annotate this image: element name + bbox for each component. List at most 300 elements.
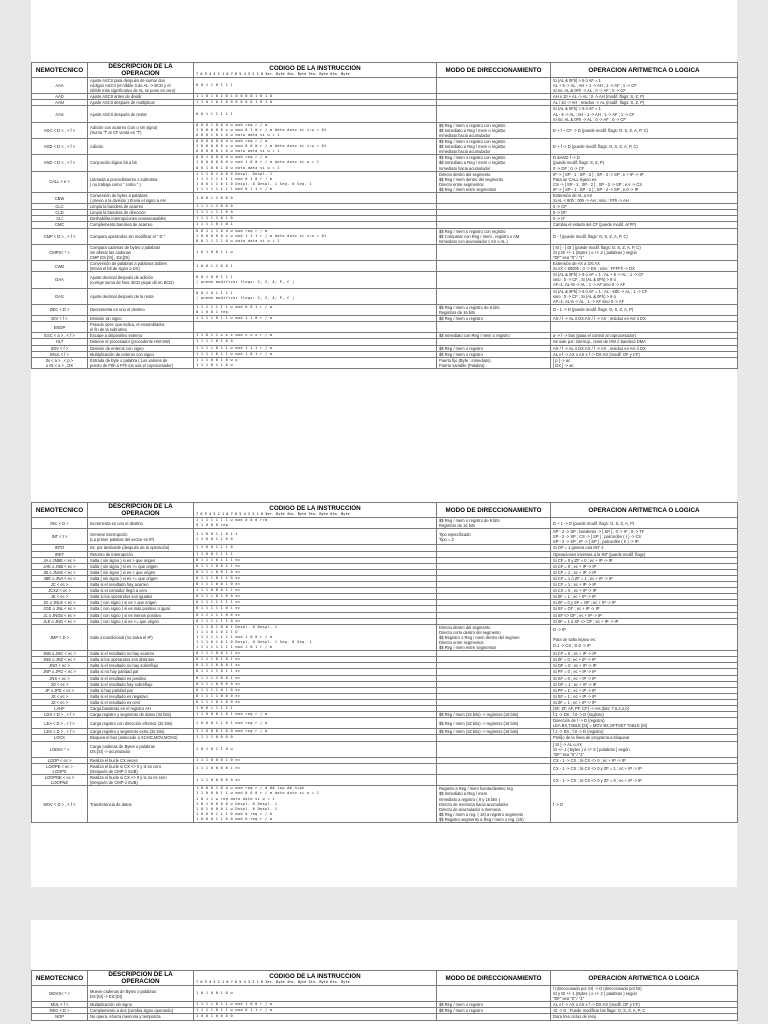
table-row: [32, 272, 738, 288]
description-cell: Multiplicación de enteros con signo: [88, 351, 194, 357]
code-cell: 0 1 1 1 1 1 0 0 ec: [194, 612, 437, 618]
mode-cell: $$ Reg / mem (32 bits) -> registros (16 bits): [437, 712, 551, 718]
mnemonic-cell: JGE o JNL < ec >: [32, 606, 88, 612]
operation-cell: D - f (puede modif. flags: O, S, Z, A, P, C): [551, 228, 738, 244]
description-cell: Limpia la bandera de dirección: [88, 210, 194, 216]
mode-cell: $$ Reg / mem o registro de 8 bits Registros de 16 bits: [437, 518, 551, 529]
mnemonic-cell: AAM: [32, 100, 88, 106]
description-cell: Ajuste ASCII antes de dividir: [88, 94, 194, 100]
operation-cell: f.1 -> DS ; f.0 -> D (registro): [551, 712, 738, 718]
mnemonic-cell: LOCK: [32, 735, 88, 741]
table-header: [32, 503, 738, 518]
operation-cell: Si SF = OF ; ec + IP -> IP: [551, 606, 738, 612]
operation-cell: Extensión de AX a DX:AX Si AX < 8000h : 0 -> DX ; sino : FFFFh -> DX: [551, 261, 738, 272]
description-cell: Salta si el resultado no hay acarreo: [88, 651, 194, 657]
table-row: [32, 775, 738, 786]
code-cell: 1 0 0 0 1 1 0 1 mod reg r / m: [194, 718, 437, 729]
operation-cell: Si OF = 1 genera una INT 4: [551, 545, 738, 551]
operation-cell: Dura tres ciclos de reloj: [551, 1014, 738, 1020]
mnemonic-cell: LEA < D > , < f >: [32, 718, 88, 729]
mode-cell: $$ Reg / mem (32 bits) -> registros (16 bits): [437, 718, 551, 729]
document-page-1: [31, 0, 737, 495]
mnemonic-cell: JNP o JPO < ec >: [32, 669, 88, 675]
description-cell: Carga cadenas de Bytes o palabras DS:[SI] -> acumulador: [88, 741, 194, 757]
mnemonic-cell: LES < D > , < f >: [32, 729, 88, 735]
table-row: [32, 171, 738, 192]
operation-cell: D + 1 -> D (puede modif. flags: O, S, Z, A, P): [551, 518, 738, 529]
mnemonic-cell: LOOPNE < ec > LOOPNZ: [32, 775, 88, 786]
description-cell: Salta si el resultado hay acarreo: [88, 582, 194, 588]
code-cell: 0 1 1 1 0 1 1 0 ec: [194, 575, 437, 581]
mnemonic-cell: JA o JNBE < ec >: [32, 557, 88, 563]
mode-cell: Directo dentro del segmento $$ Reg / mem dentro del segmento Directo entre segmentos $$ Reg / mem entre segmentos: [437, 171, 551, 192]
operation-cell: Operaciones inversas a la INT (puede modif. flags): [551, 551, 738, 557]
description-cell: Salta si los operandos son iguales: [88, 594, 194, 600]
operation-cell: AL x f -> AX o AX x f -> DX:AX (modif. OF y CF): [551, 1002, 738, 1008]
mnemonic-cell: ADD < D > , < f >: [32, 139, 88, 155]
operation-cell: Si (AL & 0Fh) > 9 ó AF = 1 : AL - 60h -> AL ; 1 -> CF sino : 0 -> CF ; Si (AL & 0Fh) > 9 ó AF=1: AL-6 -> AL ; 1 -> AF sino 0 -> AF: [551, 288, 738, 304]
code-cell: 0 0 1 0 0 0 d w mod reg r / m 1 0 0 0 0 0 0 w mod 1 0 0 r / m dato dato si w = 1 0 0 1 0 0 1 0 w data data si w = 1: [194, 155, 437, 171]
mnemonic-cell: JNE o JNZ < ec >: [32, 657, 88, 663]
code-cell: 1 1 1 0 0 0 0 0 ec: [194, 775, 437, 786]
mode-cell: Puerto fijo (Byte : inmediato) Puerto variable (Palabra): [437, 357, 551, 368]
code-cell: 1 1 1 1 1 0 1 0: [194, 216, 437, 222]
code-cell: 0 1 1 1 0 1 1 1 ec: [194, 557, 437, 563]
operation-cell: Si ZF = 0 ; ec + IP -> IP: [551, 657, 738, 663]
header-mode: MODO DE DIRECCIONAMIENTO: [437, 63, 551, 78]
operation-cell: Si CX = 0 ; ec + IP -> IP: [551, 588, 738, 594]
description-cell: Realiza el bucle si CX <> 0 y si no es cero (Después de CMP ó SUB): [88, 775, 194, 786]
code-cell: 1 1 0 0 1 1 1 1: [194, 551, 437, 557]
operation-cell: Si (AL & 0Fh) > 9 ó AF = 1 AL - 6 -> AL ; AH - 1 -> AH ; 1 -> AF ; 1 -> CF Si no: AL & 0Fh -> AL ; 0 -> AF ; 0 -> CF: [551, 106, 738, 122]
mode-cell: [437, 775, 551, 786]
operation-cell: Si ZF = 1 ; ec + IP -> IP: [551, 594, 738, 600]
operation-cell: Si (AL & 0Fh) > 9 ó AF = 1 : AL + 6 -> AL ; 1 -> CF sino : 0 -> CF ; Si (AL & 0Fh) > 9 ó AF=1: AL+6 -> AL ; 1 -> AF sino 0 -> AF: [551, 272, 738, 288]
operation-cell: [ SI ] -> AL o AX SI +/- 1 ( Bytes ) o +/- 2 ( palabras ) según "DF" sea "0" / "1": [551, 741, 738, 757]
description-cell: Llamada a procedimiento o subrutina ( no trabaja como " cortio " ): [88, 171, 194, 192]
mnemonic-cell: JAE o JNB < ec >: [32, 563, 88, 569]
description-cell: Ajuste decimal después de la resta: [88, 288, 194, 304]
mnemonic-cell: JB o JNAE < ec >: [32, 569, 88, 575]
code-cell: 1 0 0 1 1 1 1 1: [194, 706, 437, 712]
description-cell: Decrementa en uno el destino: [88, 304, 194, 315]
description-cell: Ajuste ASCII para después de sumar dos códigos ASCII (el nibble 0.de AL -> BCD y el nibble más significativo de AL se pone en cero): [88, 78, 194, 94]
operation-cell: 0 -> IF: [551, 216, 738, 222]
mnemonic-cell: JZ < ec >: [32, 699, 88, 705]
description-cell: Salta ( con signo ) si es <= que origen: [88, 618, 194, 624]
code-cell: 0 1 1 1 1 0 0 1 ec: [194, 675, 437, 681]
mnemonic-cell: AAD: [32, 94, 88, 100]
operation-cell: Cambia el estado del CF (puede modif. al PF): [551, 222, 738, 228]
operation-cell: Dirección de f -> D (registro) LEA BX,TABLE [SI] = MOV BX,OFFSET TABLE [SI]: [551, 718, 738, 729]
code-cell: 1 1 1 1 0 1 1 w mod 1 0 1 r / m: [194, 351, 437, 357]
description-cell: División de enteros con signo: [88, 345, 194, 351]
operation-cell: -D -> D ; Puede modificar las flags: O, S, Z, A, P, C: [551, 1008, 738, 1014]
operation-cell: IP -> [ SP - 1 : SP - 2 ] ; SP - 2 -> SP ; e + IP -> IP Para un CALL lejano es: CS -> [ SP - 1 : SP - 2 ] ; SP - 2 -> SP ; e.s -> CS IP -> [ SP - 1 : SP - 2 ] ; SP - 2 -> SP ; e.0 -> IP: [551, 171, 738, 192]
operation-cell: Si CF = 0 y ZF = 0 ; ec + IP -> IP: [551, 557, 738, 563]
mode-cell: [437, 192, 551, 203]
mnemonic-cell: LODS< * >: [32, 741, 88, 757]
code-cell: 0 1 1 1 1 1 0 1 ec: [194, 606, 437, 612]
mode-cell: [437, 741, 551, 757]
table-row: [32, 155, 738, 171]
operation-cell: f -> D: [551, 786, 738, 823]
mnemonic-cell: HLT: [32, 339, 88, 345]
mode-cell: $$ Reg / mem o registro: [437, 351, 551, 357]
description-cell: Compara operandos sin modificar el " D ": [88, 228, 194, 244]
mnemonic-cell: LAHF: [32, 706, 88, 712]
code-cell: 0 0 1 1 1 0 d w mod reg r / m 1 0 0 0 0 0 s w mod 1 1 1 r / m dato dato si s:w = 01 0 0 1 1 1 1 0 w data data si w = 1: [194, 228, 437, 244]
mnemonic-cell: AAA: [32, 78, 88, 94]
operation-cell: Si CF = 1 ; ec + IP -> IP: [551, 582, 738, 588]
mnemonic-cell: CMPS< * >: [32, 244, 88, 260]
table-row: [32, 244, 738, 260]
code-cell: 1 0 0 0 1 0 d w mod reg r / m ## low ## high 1 1 0 0 0 1 1 w mod 0 0 0 r / m dato dato si w = 1 1 0 1 1 w reg data data si w = 1 1 0 1 0 0 0 0 w Despl. 0 Despl. 1 1 0 1 0 0 0 1 w Despl. 0 Despl. 1 1 0 0 0 1 1 1 0 mod 0 reg r / m 1 0 0 0 1 1 0 0 mod 0 reg r / m: [194, 786, 437, 823]
header-code: CODIGO DE LA INSTRUCCION 7 6 5 4 3 2 1 0 7 6 5 4 3 2 1 0 3er. Byte 4to. Byte 5to. Byte 6to. Byte: [194, 503, 437, 518]
description-cell: Multiplicación sin signo: [88, 1002, 194, 1008]
operation-cell: [551, 322, 738, 333]
instruction-table-1: [31, 62, 738, 369]
table-row: [32, 106, 738, 122]
code-cell: 0 0 0 0 0 0 d w mod reg r / m 1 0 0 0 0 0 s w mod 0 0 0 r / m dato dato si s:w = 01 0 0 0 0 0 1 0 w data data si w = 1: [194, 139, 437, 155]
code-cell: 1 1 1 1 1 1 1 w mod 0 0 0 r/m 0 1 0 0 0 reg: [194, 518, 437, 529]
description-cell: Salta si el resultado no hay sobreflujo: [88, 663, 194, 669]
operation-cell: Si OF = 0 ; ec + IP -> IP: [551, 663, 738, 669]
mnemonic-cell: JBE o JNA < ec >: [32, 575, 88, 581]
mode-cell: Registro a Reg / mem fuente/destino reg $$ Inmediato a Reg / mem Inmediato a registro ( 8 y 16 bits ) Directo de memoria hacia acumulador Directo de acumulador a memoria $$ Reg / mem a reg. ( 16) a registro segmento $$ Registro segmento a Reg / mem o reg. (16): [437, 786, 551, 823]
table-row: [32, 192, 738, 203]
description-cell: Carga registro con dirección efectiva (32 bits): [88, 718, 194, 729]
description-cell: Realiza el bucle si CX <> 0 y si es cero (Después de CMP ó SUB): [88, 763, 194, 774]
operation-cell: AH x 10 + AL -> AL ; 0 -> AH (modif. flags: S, Z, P): [551, 94, 738, 100]
mnemonic-cell: DAS: [32, 288, 88, 304]
table-row: [32, 763, 738, 774]
mnemonic-cell: JNS < ec >: [32, 675, 88, 681]
description-cell: Detiene el procesador (procedente HW-SW): [88, 339, 194, 345]
description-cell: Conjunción lógica bit a bit: [88, 155, 194, 171]
operation-cell: CX - 1 -> CX ; Si CX <> 0 ; ec + IP -> IP: [551, 757, 738, 763]
description-cell: Salta si el resultado es negativo: [88, 693, 194, 699]
header-description: DESCRIPCION DE LA OPERACION: [88, 503, 194, 518]
mnemonic-cell: INC < D >: [32, 518, 88, 529]
code-cell: 1 1 1 0 0 0 1 0 ec: [194, 757, 437, 763]
mnemonic-cell: JMP < D >: [32, 624, 88, 650]
description-cell: Mueve cadenas de Bytes o palabras DS:[SI] -> ES:[DI]: [88, 986, 194, 1002]
description-cell: Salta ( sin signo ) si es <= que origen: [88, 575, 194, 581]
operation-cell: Si CF = 1 ó ZF = 1 ; ec + IP -> IP: [551, 575, 738, 581]
description-cell: Conversión de bytes a palabras ( previo a la división ) Envía el signo a AH: [88, 192, 194, 203]
table-row: [32, 1014, 738, 1020]
description-cell: Pseudo oper. que indica, el ensamblador, el fin de la subrutina: [88, 322, 194, 333]
operation-cell: f.1 -> ES ; f.0 -> D (registro): [551, 729, 738, 735]
operation-cell: f (direccionado por SI) -> D (direccionado por DI) SI y DI +/- 1 (Bytes ) o +/- 2 ( palabras ) según "DF" sea "0" / "1": [551, 986, 738, 1002]
mode-cell: [437, 986, 551, 1002]
mnemonic-cell: JNO < ec >: [32, 663, 88, 669]
mnemonic-cell: JG o JNLE < ec >: [32, 600, 88, 606]
description-cell: Conversión de palabras a palabras dobles (Envía el bit de signo a DX): [88, 261, 194, 272]
description-cell: Salta ( sin signo ) si es < que origen: [88, 569, 194, 575]
code-cell: 0 0 1 1 1 1 1 1: [194, 106, 437, 122]
description-cell: Entrada de byte o palabra ( Los valores de puerto de F8h a FFh los usa el coprocesador): [88, 357, 194, 368]
header-description: DESCRIPCION DE LA OPERACION: [88, 63, 194, 78]
table-header: [32, 971, 738, 986]
mnemonic-cell: IN < a > , < p > o IN < a > , DX: [32, 357, 88, 368]
operation-cell: 0 -> CF: [551, 204, 738, 210]
operation-cell: Se sale por: interrup., reset de HW ó bandera DMA: [551, 339, 738, 345]
description-cell: División sin signo: [88, 316, 194, 322]
description-cell: Salto incondicional (no salva el IP): [88, 624, 194, 650]
mnemonic-cell: ADC < D > , < f >: [32, 122, 88, 138]
header-code: CODIGO DE LA INSTRUCCION 7 6 5 4 3 2 1 0 7 6 5 4 3 2 1 0 3er. Byte 4to. Byte 5to. Byte 6to. Byte: [194, 63, 437, 78]
instruction-table-3: [31, 970, 738, 1021]
code-cell: 1 1 0 0 1 1 1 0: [194, 545, 437, 551]
code-cell: 1 0 1 0 0 1 1 w: [194, 244, 437, 260]
mnemonic-cell: AND < D > , < f >: [32, 155, 88, 171]
mnemonic-cell: JNB o JNC < ec >: [32, 651, 88, 657]
operation-cell: [ p ] -> ac [ DX ] -> ac: [551, 357, 738, 368]
table-row: [32, 986, 738, 1002]
operation-cell: AX / f -> AL ó DX:AX / f -> AX ; residuo en AH ó DX: [551, 345, 738, 351]
mnemonic-cell: IDIV < f >: [32, 345, 88, 351]
code-cell: 1 0 1 0 0 1 0 w: [194, 986, 437, 1002]
description-cell: Carga registro y segmento de datos (32 bits): [88, 712, 194, 718]
code-cell: 1 0 0 1 1 0 0 0: [194, 192, 437, 203]
mode-cell: [437, 78, 551, 94]
mode-cell: Tipo especificado Tipo = 3: [437, 529, 551, 545]
description-cell: Retorno de interrupción: [88, 551, 194, 557]
description-cell: Generar interrupción (La primer palabra del vector es IP): [88, 529, 194, 545]
code-cell: 1 1 0 1 0 1 0 0 0 0 0 0 1 0 1 0: [194, 100, 437, 106]
description-cell: Ajuste ASCII después de restar: [88, 106, 194, 122]
description-cell: Limpia la bandera de acarreo: [88, 204, 194, 210]
header-mnemonic: NEMOTECNICO: [32, 971, 88, 986]
code-cell: 0 1 1 1 1 0 0 0 ec: [194, 693, 437, 699]
table-row: [32, 228, 738, 244]
mnemonic-cell: CLC: [32, 204, 88, 210]
operation-cell: D + f -> D (puede modif. flags: O, S, Z, A, P, C): [551, 139, 738, 155]
code-cell: 1 1 1 1 0 1 1 w mod 1 0 0 r / m: [194, 1002, 437, 1008]
mode-cell: [437, 106, 551, 122]
description-cell: No opera. Ahorra memoria y temporiza: [88, 1014, 194, 1020]
operation-cell: D -> IP Para un salto lejano es: D.1 -> CS ; D.0 -> IP: [551, 624, 738, 650]
description-cell: Salta si el resultado es positivo: [88, 675, 194, 681]
mnemonic-cell: IMUL < f >: [32, 351, 88, 357]
mnemonic-cell: MUL < f >: [32, 1002, 88, 1008]
description-cell: Salta ( con signo ) si es > que origen: [88, 600, 194, 606]
operation-cell: AL / 10 -> AH ; residuo -> AL (modif. flags: S, Z, P): [551, 100, 738, 106]
operation-cell: Extensión de AL a AX Si AL < 80h : 00h -> AH ; sino : FFh -> AH: [551, 192, 738, 203]
mnemonic-cell: INTO: [32, 545, 88, 551]
table-row: [32, 529, 738, 545]
code-cell: 1 1 1 0 0 0 0 1 ec: [194, 763, 437, 774]
code-cell: 1 1 0 0 0 1 0 1 mod reg r / m: [194, 712, 437, 718]
header-operation: OPERACION ARITMETICA O LOGICA: [551, 63, 738, 78]
mode-cell: $$ Reg / mem o registro con registro $$ Inmediato a Reg / mem o registro Inmediato hacia acumulador: [437, 155, 551, 171]
header-mnemonic: NEMOTECNICO: [32, 503, 88, 518]
code-cell: 0 1 1 1 0 1 0 0 ec: [194, 594, 437, 600]
mode-cell: $$ Reg / mem o registro con registro $$ Inmediato a Reg / mem o registro Inmediato hacia acumulador: [437, 122, 551, 138]
mode-cell: [437, 763, 551, 774]
operation-cell: Si (AL & 0Fh) > 9 ó AF = 1 AL + 6 -> AL ; AH + 1 -> AH ; 1 -> AF ; 1 -> CF Si no: AL & 0Fh -> AL ; 0 -> AF ; 0 -> CF: [551, 78, 738, 94]
code-cell: 1 1 1 1 0 1 1 w mod 0 1 1 r / m: [194, 1008, 437, 1014]
mode-cell: $$ Reg / mem o registro con registro $$ Comparar con Reg / mem , registro o AM Inmediato con acumulador ( AX o AL ): [437, 228, 551, 244]
mnemonic-cell: JCXZ < ec >: [32, 588, 88, 594]
code-cell: 0 1 1 1 0 0 1 0 ec: [194, 582, 437, 588]
code-cell: 0 1 1 1 0 1 0 1 ec: [194, 657, 437, 663]
description-cell: Deshabilita interrupciones enmascarables: [88, 216, 194, 222]
table-row: [32, 261, 738, 272]
code-cell: 1 1 1 1 0 1 0 0: [194, 339, 437, 345]
code-cell: 1 1 1 0 1 0 0 1 Despl. 0 Despl. 1 1 1 1 0 1 0 1 1 D 1 1 1 1 1 1 1 1 mod 1 0 0 r / m 1 1 1 0 1 0 1 0 Despl. 0 Despl. 1 Seg. 0 Seg. 1 1 1 1 1 1 1 1 1 mod 1 0 1 r / m: [194, 624, 437, 650]
code-cell: 0 1 1 1 0 0 1 1 ec: [194, 563, 437, 569]
header-operation: OPERACION ARITMETICA O LOGICA: [551, 503, 738, 518]
mnemonic-cell: CLI: [32, 216, 88, 222]
description-cell: Salta ( sin signo ) si es > que origen: [88, 557, 194, 563]
description-cell: Salta si el contador llegó a cero: [88, 588, 194, 594]
code-cell: 1 1 1 1 0 0 0 0: [194, 735, 437, 741]
code-cell: 0 0 1 0 1 1 1 1 ( puede modificar flags: S, Z, A, P, C ): [194, 288, 437, 304]
code-cell: 0 0 1 0 0 1 1 1 ( puede modificar flags: S, Z, A, P, C ): [194, 272, 437, 288]
mnemonic-cell: ESC < a > , < f >: [32, 333, 88, 339]
operation-cell: D + f + CF -> D (puede modif. flags: O, S, Z, A, P, C): [551, 122, 738, 138]
header-mnemonic: NEMOTECNICO: [32, 63, 88, 78]
mnemonic-cell: LDS < D > , < f >: [32, 712, 88, 718]
mnemonic-cell: DEC < D >: [32, 304, 88, 315]
operation-cell: Si ZF = 0 y SF = OF ; ec + IP -> IP: [551, 600, 738, 606]
table-row: [32, 139, 738, 155]
mnemonic-cell: CLD: [32, 210, 88, 216]
operation-cell: Si PF = 0 ; ec + IP -> IP: [551, 669, 738, 675]
description-cell: Salta si los operandos son distintos: [88, 657, 194, 663]
mode-cell: $$ Reg / mem o registro: [437, 316, 551, 322]
mnemonic-cell: DAA: [32, 272, 88, 288]
mnemonic-cell: JE < ec >: [32, 594, 88, 600]
code-cell: 1 1 1 1 1 0 0 0: [194, 204, 437, 210]
mnemonic-cell: JS < ec >: [32, 693, 88, 699]
mnemonic-cell: IRET: [32, 551, 88, 557]
mode-cell: [437, 272, 551, 288]
instruction-table-2: [31, 502, 738, 823]
description-cell: Carga registro y segmento extra (32 bits): [88, 729, 194, 735]
operation-cell: CX - 1 -> CX ; Si CX <> 0 y ZF = 0 ; ec + IP -> IP: [551, 775, 738, 786]
code-cell: 1 0 0 1 0 0 0 0: [194, 1014, 437, 1020]
header-mode: MODO DE DIRECCIONAMIENTO: [437, 971, 551, 986]
code-cell: 0 1 1 1 1 1 1 1 ec: [194, 600, 437, 606]
table-row: [32, 718, 738, 729]
mnemonic-cell: NOP: [32, 1014, 88, 1020]
operation-cell: [ SI ] - [ DI ] (puede modif. flags: O, S, Z, A, P, C) SI y DI +/- 1 (Bytes ) o +/- 2 ( palabras ) según "DF" sea "0" / "1": [551, 244, 738, 260]
operation-cell: SP - 2 -> SP ; banderas -> [ SP ] ; 0 -> IF ; 0 -> TF SP - 2 -> SP ; CS -> [ SP ] ; palcordén ( t ) -> CS SP - 2 -> SP ; IP -> [ SP ] ; palcordén ( 0 ) -> IP: [551, 529, 738, 545]
code-cell: 0 1 1 1 0 0 1 0 ec: [194, 569, 437, 575]
header-code-bits: 7 6 5 4 3 2 1 0 7 6 5 4 3 2 1 0 3er. Byte 4to. Byte 5to. Byte 6to. Byte: [196, 979, 350, 984]
header-description: DESCRIPCION DE LA OPERACION: [88, 971, 194, 986]
description-cell: Salta si hay paridad par: [88, 687, 194, 693]
mode-cell: [437, 1014, 551, 1020]
description-cell: Salta si el resultado es cero: [88, 699, 194, 705]
table-row: [32, 786, 738, 823]
mode-cell: [437, 244, 551, 260]
mnemonic-cell: MOV < D > , < f >: [32, 786, 88, 823]
header-operation: OPERACION ARITMETICA O LOGICA: [551, 971, 738, 986]
operation-cell: AL x f -> AX o AX x f -> DX:AX (modif. OF y CF): [551, 351, 738, 357]
code-cell: 1 1 0 0 0 1 0 0 mod reg r / m: [194, 729, 437, 735]
description-cell: Transferencia de datos: [88, 786, 194, 823]
operation-cell: Prefijo de la línea de programa a bloquear: [551, 735, 738, 741]
code-cell: 0 1 1 1 0 0 0 1 ec: [194, 663, 437, 669]
code-cell: 0 1 1 1 1 0 1 0 ec: [194, 687, 437, 693]
description-cell: Compara cadenas de bytes o palabras sin alterar las cadenas CMP DS:[SI] , ES:[DI]: [88, 244, 194, 260]
description-cell: Ajuste decimal después de adición (corrige suma de Nos. BCD pique dé en BCD): [88, 272, 194, 288]
description-cell: Salta si no hay paridad par: [88, 669, 194, 675]
operation-cell: AX / f -> AL ó DX:AX / f -> AX ; residuo en AH ó DX: [551, 316, 738, 322]
operation-cell: Si CF = 1 ; ec + IP -> IP: [551, 569, 738, 575]
mnemonic-cell: ENDP: [32, 322, 88, 333]
description-cell: Complemento a dos (cambia signo operando): [88, 1008, 194, 1014]
table-row: [32, 78, 738, 94]
description-cell: Incrementa en uno el destino: [88, 518, 194, 529]
mnemonic-cell: DIV < f >: [32, 316, 88, 322]
table-row: [32, 322, 738, 333]
description-cell: Salta ( sin signo ) si es >= que origen: [88, 563, 194, 569]
code-cell: 1 1 0 0 1 1 0 1 t 1 1 0 0 1 1 0 0: [194, 529, 437, 545]
mnemonic-cell: JL o JNGE < ec >: [32, 612, 88, 618]
description-cell: Salta ( con signo ) si es más positivo o igual: [88, 606, 194, 612]
description-cell: Complementa bandera de acarreo: [88, 222, 194, 228]
code-cell: 1 1 1 0 1 0 0 0 Despl. Despl. 1 1 1 1 1 1 1 1 1 mod 0 1 0 r / m 1 0 0 1 1 0 1 0 Despl. 0 Despl. 1 Seg. 0 Seg. 1 1 1 1 1 1 1 1 1 mod 0 1 1 r / m: [194, 171, 437, 192]
code-cell: 0 0 1 1 0 1 1 1: [194, 78, 437, 94]
operation-cell: Si CF = 0 ; ec + IP -> IP: [551, 563, 738, 569]
code-cell: 0 1 1 1 1 1 1 0 ec: [194, 618, 437, 624]
mode-cell: $$ Reg / mem o registro: [437, 345, 551, 351]
code-cell: 0 1 1 1 1 0 1 1 ec: [194, 669, 437, 675]
operation-cell: 0 -> DF: [551, 210, 738, 216]
code-cell: 1 1 0 1 0 1 0 1 0 0 0 0 1 0 1 0: [194, 94, 437, 100]
operation-cell: Si SF <> OF ; ec + IP -> IP: [551, 612, 738, 618]
code-cell: 0 1 1 1 0 0 0 0 ec: [194, 681, 437, 687]
operation-cell: D - 1 -> D (puede modif. flags: O, S, Z, A, P): [551, 304, 738, 315]
code-cell: 0 1 1 1 0 0 1 1 ec: [194, 651, 437, 657]
mnemonic-cell: AAS: [32, 106, 88, 122]
table-row: [32, 122, 738, 138]
table-row: [32, 624, 738, 650]
mode-cell: $$ Reg / mem o registro con registro $$ Inmediato a Reg / mem o registro Inmediato hacia acumulador: [437, 139, 551, 155]
operation-cell: Si ZF = 1 ; ec + IP -> IP: [551, 699, 738, 705]
mode-cell: Directo dentro del segmento Directo corto dentro del segmento $$ Registro o Reg / mem dentro del segmen Directo entre segmentos $$ Reg / mem entre segmentos: [437, 624, 551, 650]
mnemonic-cell: CMP < D > , < f >: [32, 228, 88, 244]
operation-cell: Si OF = 1 ; ec + IP -> IP: [551, 681, 738, 687]
table-row: [32, 304, 738, 315]
operation-cell: (SF, ZF, AF, PF, CF) -> AH (bits: 7,6,4,2,0): [551, 706, 738, 712]
operation-cell: Si SF = 0 ; ec + IP -> IP: [551, 675, 738, 681]
document-page-3: [31, 920, 737, 1024]
description-cell: Salta ( con signo ) si es menos positivo: [88, 612, 194, 618]
document-page-2: [31, 442, 737, 887]
code-cell: 1 1 0 1 1 x x x mod x x x r / m: [194, 333, 437, 339]
operation-cell: CX - 1 -> CX ; Si CX <> 0 y ZF = 1 ; ec + IP -> IP: [551, 763, 738, 774]
description-cell: Adición: [88, 139, 194, 155]
mnemonic-cell: JP o JPE < ec >: [32, 687, 88, 693]
mnemonic-cell: JC < ec >: [32, 582, 88, 588]
header-code: CODIGO DE LA INSTRUCCION 7 6 5 4 3 2 1 0 7 6 5 4 3 2 1 0 3er. Byte 4to. Byte 5to. Byte 6to. Byte: [194, 971, 437, 986]
mode-cell: $$ Reg / mem (32 bits) -> registros (16 bits): [437, 729, 551, 735]
description-cell: Bloquea el bus (antecede a XCHG,MOV,MOVS): [88, 735, 194, 741]
mnemonic-cell: JO < ec >: [32, 681, 88, 687]
mode-cell: $$ Reg / mem o registro: [437, 1008, 551, 1014]
code-cell: 1 1 1 1 0 1 1 w mod 1 1 1 r / m: [194, 345, 437, 351]
description-cell: Ajuste ASCII después de multiplicar: [88, 100, 194, 106]
description-cell: Carga banderas en el registro AH: [88, 706, 194, 712]
code-cell: 1 1 1 0 0 1 0 w p 1 1 1 0 1 1 0 w: [194, 357, 437, 368]
